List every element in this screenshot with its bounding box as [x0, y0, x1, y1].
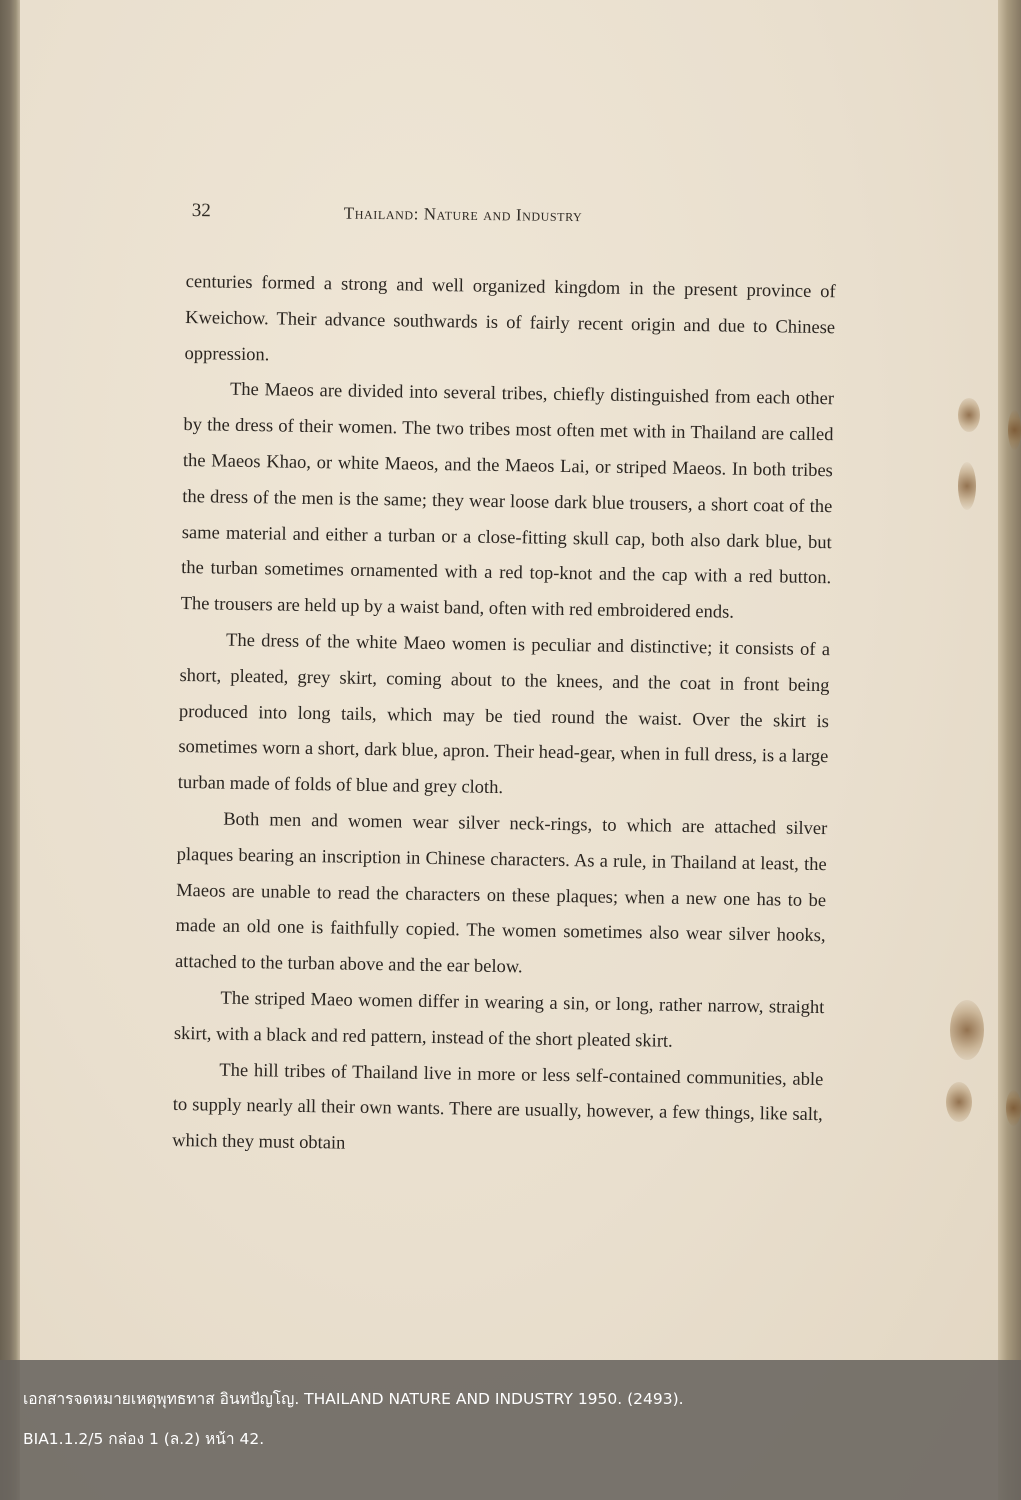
next-page-edge — [998, 0, 1021, 1500]
caption-reference: BIA1.1.2/5 กล่อง 1 (ล.2) หน้า 42. — [23, 1430, 265, 1448]
page-number: 32 — [191, 199, 211, 222]
caption-title: เอกสารจดหมายเหตุพุทธทาส อินทปัญโญ. THAILAND NATURE AND INDUSTRY 1950. (2493). — [23, 1390, 684, 1408]
caption-bar — [0, 1360, 1021, 1500]
body-text — [172, 265, 836, 1170]
page-header — [192, 198, 692, 237]
paragraph: centuries formed a strong and well organized kingdom in the present province of Kweichow. Their advance southwards is of fairly recent origin and due to Chinese oppression. — [184, 271, 836, 365]
rust-stain — [946, 1082, 972, 1122]
rust-stain — [958, 398, 980, 432]
running-title: Thailand: Nature and Industry — [343, 203, 583, 226]
paragraph: The hill tribes of Thailand live in more or less self-contained communities, able to supply nearly all their own wants. There are usually, however, a few things, like salt, which they must obtain — [172, 1060, 824, 1154]
rust-stain — [1006, 1090, 1021, 1126]
rust-stain — [1008, 410, 1021, 450]
rust-stain — [950, 1000, 984, 1060]
paragraph: The striped Maeo women differ in wearing a sin, or long, rather narrow, straight skirt, with a black and red pattern, instead of the short pleated skirt. — [173, 988, 825, 1052]
paragraph: The Maeos are divided into several tribes, chiefly distinguished from each other by the dress of their women. The two tribes most often met with in Thailand are called the Maeos Khao, or white Maeos, and the Maeos Lai, or striped Maeos. In both tribes the dress of the men is the same; they wear loose dark blue trousers, a short coat of the same material and either a turban or a close-fitting skull cap, both also dark blue, but the turban sometimes ornamented with a red top-knot and the cap with a red button. The trousers are held up by a waist band, often with red embroidered ends. — [180, 380, 835, 623]
paragraph: Both men and women wear silver neck-rings, to which are attached silver plaques bearing an inscription in Chinese characters. As a rule, in Thailand at least, the Maeos are unable to read the characters on these plaques; when a new one has to be made an old one is faithfully copied. The women sometimes also wear silver hooks, attached to the turban above and the ear below. — [174, 809, 828, 978]
rust-stain — [958, 462, 976, 510]
paragraph: The dress of the white Maeo women is peculiar and distinctive; it consists of a short, pleated, grey skirt, coming about to the knees, and the coat in front being produced into long tails, which may be tied round the waist. Over the skirt is sometimes worn a short, dark blue, apron. Their head-gear, when in full dress, is a large turban made of folds of blue and grey cloth. — [177, 630, 831, 799]
